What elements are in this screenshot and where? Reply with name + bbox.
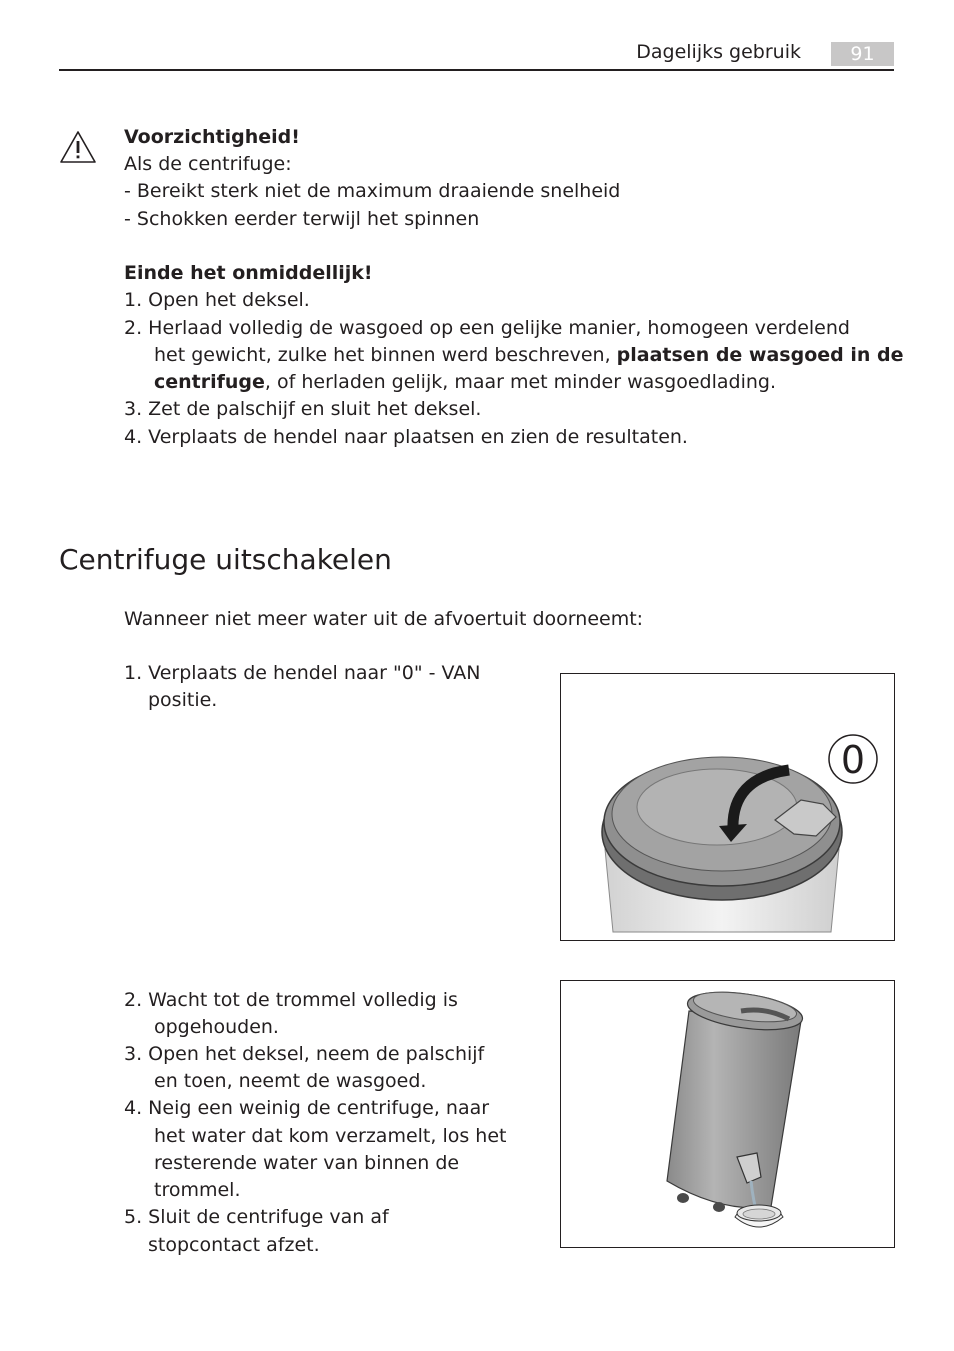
list-item: 3. Open het deksel, neem de palschijf bbox=[124, 1043, 485, 1065]
warning-icon bbox=[59, 130, 97, 164]
list-item-continuation: opgehouden. bbox=[154, 1016, 279, 1038]
list-item: 4. Verplaats de hendel naar plaatsen en zien de resultaten. bbox=[124, 426, 688, 448]
page-number: 91 bbox=[831, 42, 894, 66]
spin-dryer-drain-illustration bbox=[561, 981, 894, 1247]
header-rule bbox=[59, 69, 894, 71]
list-item-continuation bbox=[154, 342, 904, 369]
list-item-continuation: stopcontact afzet. bbox=[148, 1234, 320, 1256]
list-item: 5. Sluit de centrifuge van af bbox=[124, 1206, 389, 1228]
caution-intro: Als de centrifuge: bbox=[124, 153, 292, 175]
list-item: 3. Zet de palschijf en sluit het deksel. bbox=[124, 398, 482, 420]
text-bold: centrifuge bbox=[154, 371, 265, 393]
list-item-continuation: resterende water van binnen de bbox=[154, 1152, 460, 1174]
text-normal: , of herladen gelijk, maar met minder wasgoedlading. bbox=[264, 371, 777, 393]
section-intro: Wanneer niet meer water uit de afvoertuit doorneemt: bbox=[124, 608, 644, 630]
section-title: Centrifuge uitschakelen bbox=[59, 543, 392, 576]
list-item-continuation: trommel. bbox=[154, 1179, 241, 1201]
stop-title: Einde het onmiddellijk! bbox=[124, 262, 373, 284]
list-item-continuation: het water dat kom verzamelt, los het bbox=[154, 1125, 507, 1147]
running-header: Dagelijks gebruik bbox=[636, 41, 801, 63]
list-item-continuation: positie. bbox=[148, 689, 218, 711]
caution-title: Voorzichtigheid! bbox=[124, 126, 300, 148]
text-bold: plaatsen de wasgoed in de bbox=[616, 344, 904, 366]
list-item: 4. Neig een weinig de centrifuge, naar bbox=[124, 1097, 490, 1119]
list-item: 2. Wacht tot de trommel volledig is bbox=[124, 989, 458, 1011]
list-item-continuation: en toen, neemt de wasgoed. bbox=[154, 1070, 427, 1092]
list-item-continuation bbox=[154, 369, 776, 396]
caution-bullet: - Schokken eerder terwijl het spinnen bbox=[124, 208, 480, 230]
caution-bullet: - Bereikt sterk niet de maximum draaiende snelheid bbox=[124, 180, 621, 202]
list-item: 2. Herlaad volledig de wasgoed op een gelijke manier, homogeen verdelend bbox=[124, 317, 850, 339]
list-item: 1. Open het deksel. bbox=[124, 289, 310, 311]
figure-lid-switch-off bbox=[560, 673, 895, 941]
position-zero-label: 0 bbox=[840, 738, 866, 782]
text-normal: het gewicht, zulke het binnen werd beschreven, bbox=[154, 344, 617, 366]
list-item: 1. Verplaats de hendel naar "0" - VAN bbox=[124, 662, 481, 684]
figure-draining-water bbox=[560, 980, 895, 1248]
spin-dryer-lid-illustration bbox=[561, 674, 894, 940]
